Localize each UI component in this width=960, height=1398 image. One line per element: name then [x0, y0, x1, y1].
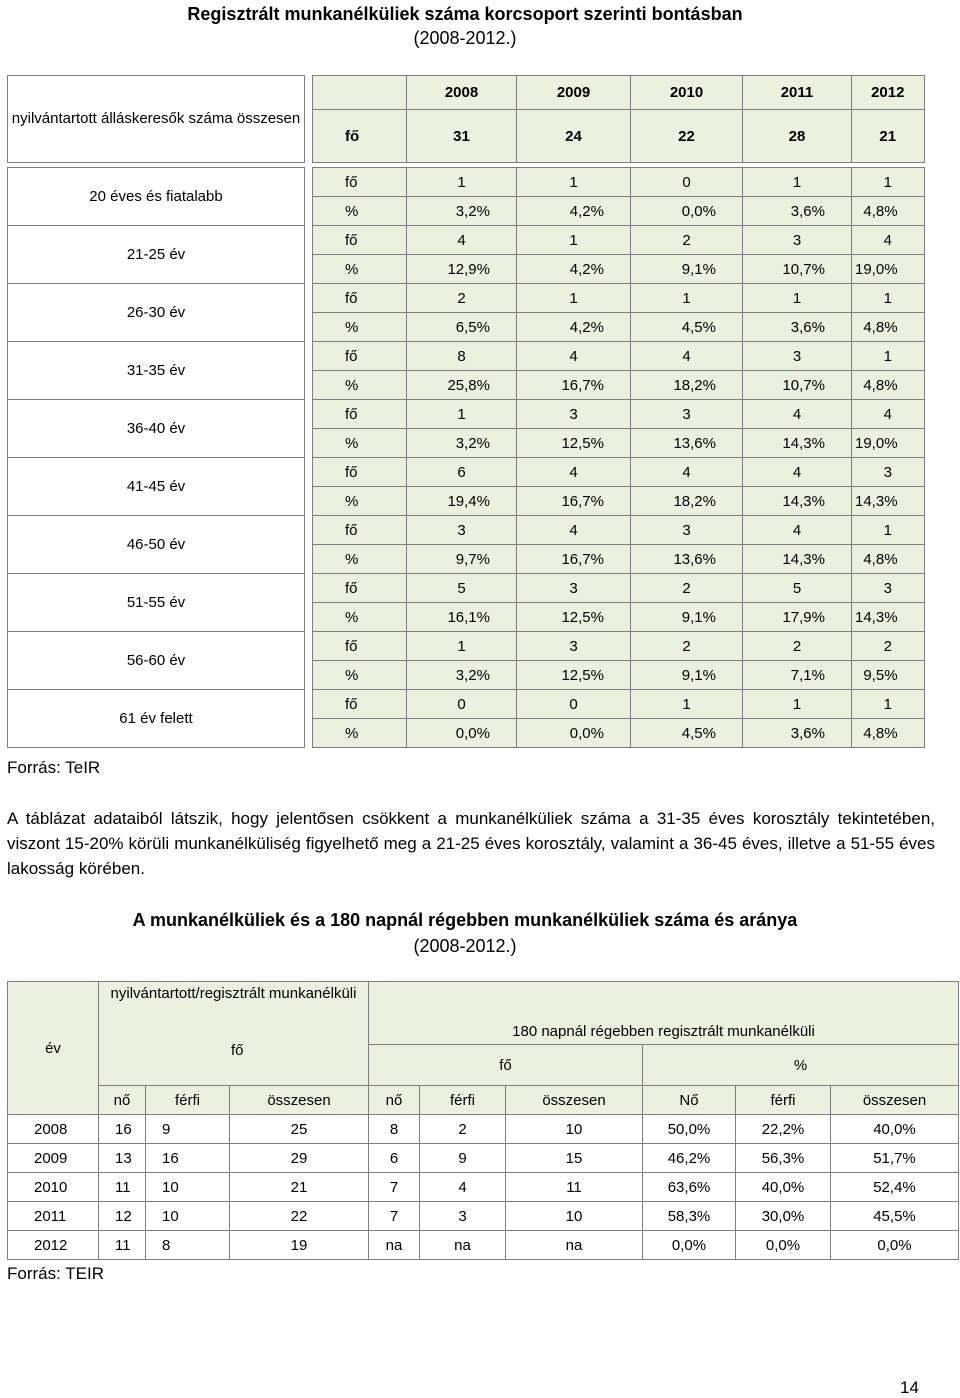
pct-cell: 12,9%: [407, 255, 517, 284]
pct-cell: 4,2%: [517, 313, 631, 342]
registered-header: nyilvántartott/regisztrált munkanélküli: [99, 982, 369, 1086]
pct-cell: 4,8%: [852, 719, 925, 748]
value-cell: na: [420, 1231, 506, 1260]
count-cell: 3: [517, 632, 631, 661]
total-label: nyilvántartott álláskeresők száma összesen: [8, 76, 305, 163]
column-header-row: [8, 1086, 959, 1115]
count-cell: 1: [407, 400, 517, 429]
pct-cell: 3,6%: [743, 313, 852, 342]
total-value: 22: [631, 110, 743, 163]
unit-count-label: fő: [313, 574, 407, 603]
age-group-label: 20 éves és fiatalabb: [8, 168, 305, 226]
value-cell: 30,0%: [736, 1202, 831, 1231]
gap-cell: [305, 574, 313, 632]
pct-cell: 4,2%: [517, 255, 631, 284]
value-cell: 11: [506, 1173, 643, 1202]
column-header: férfi: [146, 1086, 230, 1115]
unit-pct-header: %: [643, 1045, 959, 1086]
count-cell: 1: [631, 690, 743, 719]
value-cell: 11: [99, 1231, 146, 1260]
unit-pct-label: %: [313, 255, 407, 284]
pct-cell: 19,0%: [852, 429, 925, 458]
age-group-label: 61 év felett: [8, 690, 305, 748]
year-header: 2010: [631, 76, 743, 110]
title2-line1: A munkanélküliek és a 180 napnál régebben munkanélküliek száma és aránya: [132, 910, 798, 930]
count-cell: 3: [743, 342, 852, 371]
analysis-paragraph: A táblázat adataiból látszik, hogy jelentősen csökkent a munkanélküliek száma a 31-35 éves korosztály tekintetében, viszont 15-20% körüli munkanélküliség figyelhető meg a 21-25 éves korosztály, valamint a 36-45 éves, illetve a 51-55 éves lakosság körében.: [7, 809, 935, 878]
gap-cell: [305, 284, 313, 342]
pct-cell: 12,5%: [517, 661, 631, 690]
count-cell: 4: [517, 458, 631, 487]
age-group-label: 41-45 év: [8, 458, 305, 516]
age-group-label: 31-35 év: [8, 342, 305, 400]
value-cell: na: [506, 1231, 643, 1260]
pct-cell: 9,1%: [631, 255, 743, 284]
value-cell: 25: [230, 1115, 369, 1144]
count-cell: 3: [743, 226, 852, 255]
count-cell: 2: [631, 632, 743, 661]
unit-header-empty: [313, 76, 407, 110]
count-cell: 8: [407, 342, 517, 371]
value-cell: 0,0%: [736, 1231, 831, 1260]
value-cell: 10: [506, 1202, 643, 1231]
pct-cell: 0,0%: [631, 197, 743, 226]
pct-cell: 14,3%: [852, 603, 925, 632]
count-cell: 0: [517, 690, 631, 719]
value-cell: 10: [146, 1202, 230, 1231]
gap-cell: [305, 76, 313, 163]
source-note-2: Forrás: TEIR: [7, 1264, 104, 1283]
pct-cell: 16,7%: [517, 545, 631, 574]
column-header: férfi: [420, 1086, 506, 1115]
unit-pct-label: %: [313, 719, 407, 748]
count-cell: 3: [852, 574, 925, 603]
unit-pct-label: %: [313, 313, 407, 342]
count-cell: 3: [631, 516, 743, 545]
value-cell: 40,0%: [736, 1173, 831, 1202]
long-term-unemployment-table: [7, 981, 959, 1260]
page-title: [130, 2, 800, 50]
value-cell: 58,3%: [643, 1202, 736, 1231]
pct-cell: 3,2%: [407, 429, 517, 458]
value-cell: 0,0%: [643, 1231, 736, 1260]
year-cell: 2008: [8, 1115, 99, 1144]
count-cell: 1: [517, 284, 631, 313]
pct-cell: 13,6%: [631, 545, 743, 574]
unit-pct-label: %: [313, 429, 407, 458]
year-cell: 2012: [8, 1231, 99, 1260]
count-cell: 5: [743, 574, 852, 603]
age-group-count-row: [8, 226, 925, 255]
age-group-count-row: [8, 342, 925, 371]
gap-cell: [305, 342, 313, 400]
pct-cell: 9,1%: [631, 603, 743, 632]
pct-cell: 7,1%: [743, 661, 852, 690]
title1-line1: Regisztrált munkanélküliek száma korcsoport szerinti bontásban: [187, 4, 743, 24]
table-row: [8, 1115, 959, 1144]
age-group-label: 26-30 év: [8, 284, 305, 342]
value-cell: 9: [420, 1144, 506, 1173]
unit-count-header-registered: fő: [231, 1042, 244, 1059]
count-cell: 0: [407, 690, 517, 719]
value-cell: 8: [146, 1231, 230, 1260]
pct-cell: 14,3%: [852, 487, 925, 516]
count-cell: 1: [631, 284, 743, 313]
value-cell: 51,7%: [831, 1144, 959, 1173]
count-cell: 3: [517, 574, 631, 603]
value-cell: 16: [99, 1115, 146, 1144]
count-cell: 2: [743, 632, 852, 661]
total-value: 24: [517, 110, 631, 163]
count-cell: 1: [852, 516, 925, 545]
age-group-count-row: [8, 284, 925, 313]
pct-cell: 19,4%: [407, 487, 517, 516]
unit-count-label: fő: [313, 342, 407, 371]
count-cell: 4: [631, 458, 743, 487]
pct-cell: 9,1%: [631, 661, 743, 690]
long-term-header: 180 napnál régebben regisztrált munkanélküli: [369, 982, 959, 1045]
value-cell: 6: [369, 1144, 420, 1173]
year-header: 2008: [407, 76, 517, 110]
pct-cell: 10,7%: [743, 255, 852, 284]
value-cell: 22,2%: [736, 1115, 831, 1144]
unit-count-header: fő: [369, 1045, 643, 1086]
value-cell: 22: [230, 1202, 369, 1231]
age-group-count-row: [8, 458, 925, 487]
pct-cell: 4,5%: [631, 313, 743, 342]
value-cell: 21: [230, 1173, 369, 1202]
pct-cell: 9,5%: [852, 661, 925, 690]
age-group-label: 46-50 év: [8, 516, 305, 574]
pct-cell: 9,7%: [407, 545, 517, 574]
value-cell: 29: [230, 1144, 369, 1173]
title2-line2: (2008-2012.): [413, 936, 517, 956]
pct-cell: 13,6%: [631, 429, 743, 458]
table-row: [8, 1144, 959, 1173]
pct-cell: 3,6%: [743, 197, 852, 226]
gap-cell: [305, 226, 313, 284]
value-cell: 7: [369, 1173, 420, 1202]
column-header: összesen: [831, 1086, 959, 1115]
count-cell: 4: [407, 226, 517, 255]
year-cell: 2009: [8, 1144, 99, 1173]
gap-cell: [305, 400, 313, 458]
count-cell: 1: [743, 168, 852, 197]
age-group-label: 21-25 év: [8, 226, 305, 284]
value-cell: 50,0%: [643, 1115, 736, 1144]
count-cell: 1: [852, 342, 925, 371]
count-cell: 1: [407, 168, 517, 197]
pct-cell: 4,2%: [517, 197, 631, 226]
pct-cell: 19,0%: [852, 255, 925, 284]
unit-pct-label: %: [313, 197, 407, 226]
table2-title: [100, 907, 830, 959]
pct-cell: 25,8%: [407, 371, 517, 400]
count-cell: 3: [631, 400, 743, 429]
unit-pct-label: %: [313, 487, 407, 516]
column-header: nő: [369, 1086, 420, 1115]
pct-cell: 14,3%: [743, 487, 852, 516]
count-cell: 4: [631, 342, 743, 371]
total-value: 28: [743, 110, 852, 163]
column-header: férfi: [736, 1086, 831, 1115]
year-header-row: [8, 76, 925, 110]
value-cell: 52,4%: [831, 1173, 959, 1202]
age-group-label: 36-40 év: [8, 400, 305, 458]
unit-count-label: fő: [313, 226, 407, 255]
pct-cell: 6,5%: [407, 313, 517, 342]
table-row: [8, 1231, 959, 1260]
pct-cell: 16,7%: [517, 487, 631, 516]
gap-cell: [305, 168, 313, 226]
value-cell: 19: [230, 1231, 369, 1260]
count-cell: 4: [517, 342, 631, 371]
count-cell: 1: [407, 632, 517, 661]
value-cell: 46,2%: [643, 1144, 736, 1173]
pct-cell: 3,2%: [407, 661, 517, 690]
count-cell: 1: [852, 690, 925, 719]
pct-cell: 0,0%: [517, 719, 631, 748]
value-cell: 2: [420, 1115, 506, 1144]
count-cell: 2: [852, 632, 925, 661]
count-cell: 1: [852, 284, 925, 313]
pct-cell: 4,8%: [852, 371, 925, 400]
pct-cell: 4,8%: [852, 313, 925, 342]
gap-cell: [305, 690, 313, 748]
count-cell: 2: [407, 284, 517, 313]
year-header: év: [8, 982, 99, 1115]
pct-cell: 16,7%: [517, 371, 631, 400]
count-cell: 1: [743, 690, 852, 719]
value-cell: 40,0%: [831, 1115, 959, 1144]
pct-cell: 14,3%: [743, 545, 852, 574]
count-cell: 0: [631, 168, 743, 197]
unit-count-label: fő: [313, 400, 407, 429]
pct-cell: 16,1%: [407, 603, 517, 632]
age-group-count-row: [8, 516, 925, 545]
count-cell: 2: [631, 574, 743, 603]
year-cell: 2011: [8, 1202, 99, 1231]
age-group-label: 56-60 év: [8, 632, 305, 690]
year-header: 2012: [852, 76, 925, 110]
value-cell: 11: [99, 1173, 146, 1202]
value-cell: 13: [99, 1144, 146, 1173]
value-cell: 45,5%: [831, 1202, 959, 1231]
value-cell: 9: [146, 1115, 230, 1144]
count-cell: 4: [852, 226, 925, 255]
age-group-table: [7, 75, 925, 748]
value-cell: 16: [146, 1144, 230, 1173]
count-cell: 3: [517, 400, 631, 429]
age-group-count-row: [8, 632, 925, 661]
value-cell: 0,0%: [831, 1231, 959, 1260]
total-value: 21: [852, 110, 925, 163]
gap-cell: [305, 516, 313, 574]
unit-count-label: fő: [313, 690, 407, 719]
unit-pct-label: %: [313, 371, 407, 400]
unit-pct-label: %: [313, 661, 407, 690]
age-group-label: 51-55 év: [8, 574, 305, 632]
count-cell: 4: [517, 516, 631, 545]
page-number: 14: [900, 1378, 919, 1397]
column-header: összesen: [230, 1086, 369, 1115]
count-cell: 1: [852, 168, 925, 197]
unit-pct-label: %: [313, 545, 407, 574]
pct-cell: 3,6%: [743, 719, 852, 748]
age-group-count-row: [8, 400, 925, 429]
pct-cell: 18,2%: [631, 487, 743, 516]
value-cell: na: [369, 1231, 420, 1260]
pct-cell: 4,8%: [852, 197, 925, 226]
year-cell: 2010: [8, 1173, 99, 1202]
total-value: 31: [407, 110, 517, 163]
gap-cell: [305, 458, 313, 516]
column-header: összesen: [506, 1086, 643, 1115]
pct-cell: 0,0%: [407, 719, 517, 748]
unit-count-label: fő: [313, 632, 407, 661]
unit-count-label: fő: [313, 284, 407, 313]
count-cell: 3: [407, 516, 517, 545]
value-cell: 4: [420, 1173, 506, 1202]
count-cell: 1: [743, 284, 852, 313]
pct-cell: 12,5%: [517, 429, 631, 458]
count-cell: 3: [852, 458, 925, 487]
table-row: [8, 1202, 959, 1231]
count-cell: 4: [743, 400, 852, 429]
year-header: 2011: [743, 76, 852, 110]
title1-line2: (2008-2012.): [413, 28, 517, 48]
value-cell: 56,3%: [736, 1144, 831, 1173]
pct-cell: 18,2%: [631, 371, 743, 400]
value-cell: 10: [506, 1115, 643, 1144]
year-header: 2009: [517, 76, 631, 110]
value-cell: 7: [369, 1202, 420, 1231]
count-cell: 2: [631, 226, 743, 255]
value-cell: 3: [420, 1202, 506, 1231]
column-header: nő: [99, 1086, 146, 1115]
total-unit: fő: [313, 110, 407, 163]
unit-count-label: fő: [313, 168, 407, 197]
value-cell: 12: [99, 1202, 146, 1231]
count-cell: 4: [743, 458, 852, 487]
pct-cell: 3,2%: [407, 197, 517, 226]
count-cell: 5: [407, 574, 517, 603]
table-row: [8, 1173, 959, 1202]
gap-cell: [305, 632, 313, 690]
column-header: Nő: [643, 1086, 736, 1115]
pct-cell: 12,5%: [517, 603, 631, 632]
count-cell: 4: [743, 516, 852, 545]
value-cell: 63,6%: [643, 1173, 736, 1202]
count-cell: 4: [852, 400, 925, 429]
pct-cell: 14,3%: [743, 429, 852, 458]
count-cell: 1: [517, 226, 631, 255]
age-group-count-row: [8, 168, 925, 197]
unit-count-label: fő: [313, 458, 407, 487]
count-cell: 6: [407, 458, 517, 487]
unit-pct-label: %: [313, 603, 407, 632]
pct-cell: 4,5%: [631, 719, 743, 748]
count-cell: 1: [517, 168, 631, 197]
unit-count-label: fő: [313, 516, 407, 545]
value-cell: 15: [506, 1144, 643, 1173]
age-group-count-row: [8, 690, 925, 719]
pct-cell: 4,8%: [852, 545, 925, 574]
pct-cell: 17,9%: [743, 603, 852, 632]
value-cell: 8: [369, 1115, 420, 1144]
age-group-count-row: [8, 574, 925, 603]
pct-cell: 10,7%: [743, 371, 852, 400]
value-cell: 10: [146, 1173, 230, 1202]
source-note: Forrás: TeIR: [7, 758, 101, 777]
